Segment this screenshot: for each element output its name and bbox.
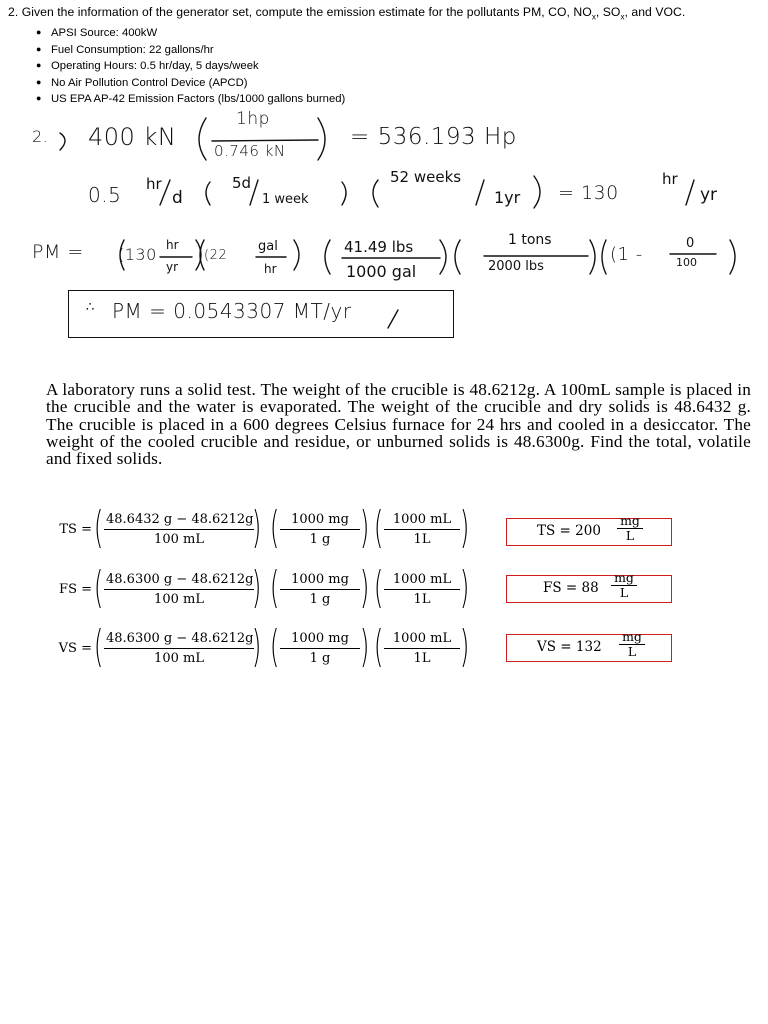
hw-p130: (130 bbox=[118, 245, 157, 264]
vs-answer-box: VS = 132 mg L bbox=[506, 634, 672, 662]
hw-1week: 1 week bbox=[262, 192, 309, 207]
hw-hp-num: 1hp bbox=[236, 109, 270, 129]
hw-ctrl-num: 0 bbox=[686, 236, 695, 251]
fs-answer-box: FS = 88 mg L bbox=[506, 575, 672, 603]
eq-lhs: TS = bbox=[59, 522, 92, 537]
equation-vs: VS = ( 48.6300 g − 48.6212g 100 mL ) ( 1000 mg 1 g ) ( 1000 mL 1L ) bbox=[40, 627, 480, 677]
eq-frac-mass: 48.6432 g − 48.6212g 100 mL bbox=[106, 512, 254, 547]
given-item: ● APSI Source: 400kW bbox=[36, 27, 158, 39]
hw-d: d bbox=[172, 188, 183, 208]
equation-fs: FS = ( 48.6300 g − 48.6212g 100 mL ) ( 1000 mg 1 g ) ( 1000 mL 1L ) bbox=[40, 568, 480, 618]
hw-p130-num: hr bbox=[166, 238, 179, 252]
hw-hr2: hr bbox=[662, 170, 678, 188]
ts-answer-box: TS = 200 mg L bbox=[506, 518, 672, 546]
hw-5d: 5d bbox=[232, 174, 252, 192]
eq-frac-ml: 1000 mL 1L bbox=[384, 572, 460, 607]
therefore-symbol: ∴ bbox=[86, 300, 95, 315]
hw-p22: (22 bbox=[204, 248, 228, 263]
hw-power: 400 kN bbox=[88, 123, 177, 151]
hw-1yr: 1yr bbox=[494, 188, 521, 207]
eq-frac-mg: 1000 mg 1 g bbox=[280, 572, 360, 607]
hw-52weeks: 52 weeks bbox=[390, 168, 462, 186]
given-item: ● Fuel Consumption: 22 gallons/hr bbox=[36, 43, 214, 56]
problem-statement: A laboratory runs a solid test. The weight of the crucible is 48.6212g. A 100mL sample is placed in the crucible and the water is evaporated. The weight of the crucible and dry solids is 48.6432 g. The crucible is placed in a 600 degrees Celsius furnace for 24 hrs and cooled in a desiccator. The weight of the cooled crucible and residue, or unburned solids is 48.6300g. Find the total, volatile and fixed solids. bbox=[46, 380, 751, 469]
eq-frac-ml: 1000 mL 1L bbox=[384, 512, 460, 547]
given-item: ● US EPA AP-42 Emission Factors (lbs/1000 gallons burned) bbox=[36, 93, 346, 106]
hw-problem-number: 2. bbox=[32, 127, 49, 146]
equation-ts: TS = ( 48.6432 g − 48.6212g 100 mL ) ( 1000 mg 1 g ) ( 1000 mL 1L ) bbox=[40, 508, 480, 558]
eq-frac-mg: 1000 mg 1 g bbox=[280, 631, 360, 666]
hw-hr-result: = 130 bbox=[558, 182, 619, 204]
hw-ctrl-den: 100 bbox=[676, 256, 697, 269]
question-title: 2. Given the information of the generator set, compute the emission estimate for the pollutants PM, CO, $NO_x$, $SO_x$, and VOC. bbox=[8, 5, 686, 22]
hw-pm-label: PM = bbox=[32, 241, 84, 263]
hw-ton-num: 1 tons bbox=[508, 232, 552, 248]
hw-ef-num: 41.49 lbs bbox=[344, 238, 414, 256]
eq-frac-ml: 1000 mL 1L bbox=[384, 631, 460, 666]
eq-frac-mg: 1000 mg 1 g bbox=[280, 512, 360, 547]
hw-p130-den: yr bbox=[166, 260, 179, 274]
eq-frac-mass: 48.6300 g − 48.6212g 100 mL bbox=[106, 631, 254, 666]
eq-lhs: FS = bbox=[59, 582, 92, 597]
given-item: ● No Air Pollution Control Device (APCD) bbox=[36, 76, 248, 89]
hw-p22-num: gal bbox=[258, 239, 278, 254]
hw-hr: hr bbox=[146, 175, 162, 193]
hw-one-minus: (1 - bbox=[610, 244, 643, 265]
hw-hours: 0.5 bbox=[88, 183, 122, 207]
hw-ef-den: 1000 gal bbox=[346, 262, 417, 281]
hw-hp-result: = 536.193 Hp bbox=[350, 124, 517, 150]
given-item: ● Operating Hours: 0.5 hr/day, 5 days/week bbox=[36, 60, 259, 73]
eq-frac-mass: 48.6300 g − 48.6212g 100 mL bbox=[106, 572, 254, 607]
hw-p22-den: hr bbox=[264, 262, 277, 276]
hw-pm-result: PM = 0.0543307 MT/yr bbox=[112, 299, 352, 323]
hw-yr2: yr bbox=[700, 185, 718, 205]
hw-ton-den: 2000 lbs bbox=[488, 259, 544, 274]
eq-lhs: VS = bbox=[58, 641, 92, 656]
hw-hp-den: 0.746 kN bbox=[214, 142, 286, 160]
